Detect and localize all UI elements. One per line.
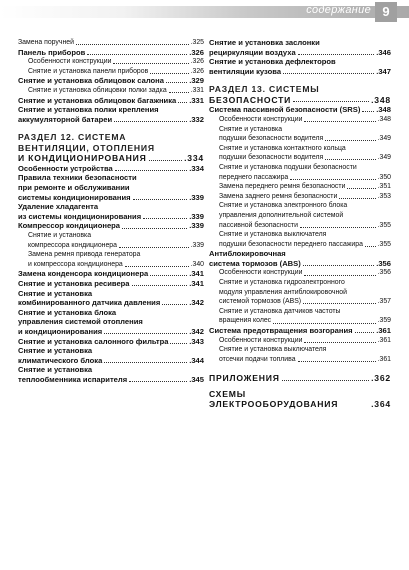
toc-entry-line: Снятие и установка гидроэлектронного [219,279,345,287]
toc-entry-line: Снятие и установка выключателя [219,346,327,354]
section-heading: ПРИЛОЖЕНИЯ .362 [209,373,391,384]
toc-entry: вращения колес .359 [219,317,391,325]
toc-entry: отсечки подачи топлива .361 [219,355,391,363]
toc-entry-line: Снятие и установка [18,365,93,375]
toc-entry-line: Снятие и установка контактного кольца [219,144,346,152]
toc-entry-line: Снятие и установка полки крепления [18,105,159,115]
toc-entry: и компрессора кондиционера .340 [28,260,204,268]
toc-entry-line: Правила техники безопасности [18,173,137,183]
toc-entry-line: Снятие и установка блока [18,307,117,317]
toc-entry: пассивной безопасности .355 [219,221,391,229]
toc-entry: теплообменника испарителя .345 [18,374,204,384]
toc-entry: Снятие и установка ресивера .341 [18,278,204,288]
toc-entry-line: Снятие и установка выключателя [219,231,327,239]
toc-entry-line: Удаление хладагента [18,202,99,212]
toc-entry: Замена поручней .325 [18,39,204,46]
toc-entry: вентиляции кузова .347 [209,66,391,76]
toc-entry: система тормозов (ABS) .356 [209,258,391,268]
toc-entry: системой тормозов (ABS) .357 [219,298,391,306]
toc-entry: рециркуляции воздуха .346 [209,47,391,57]
toc-entry-line: управления системой отопления [18,317,143,327]
toc-entry: компрессора кондиционера .339 [28,241,204,249]
toc-entry-line: при ремонте и обслуживании [18,183,130,193]
toc-entry-line: Снятие и установка дефлекторов [209,57,336,67]
toc-entry: Особенности конструкции .326 [28,58,204,66]
toc-entry: Особенности конструкции .348 [219,115,391,123]
toc-left-column [18,38,204,385]
section-heading: РАЗДЕЛ 12. СИСТЕМА [18,132,127,143]
toc-entry: Снятие и установка панели приборов .326 [28,67,204,75]
page-header [0,0,409,24]
toc-entry: Снятие и установка облицовок багажника .331 [18,95,204,105]
toc-entry-line: Замена ремня привода генератора [28,251,141,259]
toc-entry: Компрессор кондиционера .339 [18,221,204,231]
toc-entry: Замена заднего ремня безопасности .353 [219,192,391,200]
toc-entry-line: Снятие и установка подушки безопасности [219,163,357,171]
section-heading: И КОНДИЦИОНИРОВАНИЯ .334 [18,153,204,164]
toc-entry-line: Антиблокировочная [209,249,286,259]
page-number: 9 [375,2,397,22]
toc-entry: климатического блока .344 [18,355,204,365]
toc-entry: подушки безопасности переднего пассажира .355 [219,240,391,248]
toc-entry: подушки безопасности водителя .349 [219,135,391,143]
toc-entry: Снятие и установка салонного фильтра .343 [18,336,204,346]
toc-entry: Особенности устройства .334 [18,163,204,173]
toc-entry-line: Снятие и установка датчиков частоты [219,307,341,315]
toc-entry: системы кондиционирования .339 [18,192,204,202]
toc-entry-line: управления дополнительной системой [219,211,344,219]
toc-entry: подушки безопасности водителя .349 [219,154,391,162]
section-heading: СХЕМЫ ЭЛЕКТРООБОРУДОВАНИЯ .364 [209,388,391,410]
toc-entry: Особенности конструкции .361 [219,336,391,344]
toc-entry: аккумуляторной батареи .332 [18,114,204,124]
toc-entry: Замена переднего ремня безопасности .351 [219,183,391,191]
header-title: содержание [306,4,371,16]
toc-entry: Система пассивной безопасности (SRS) .348 [209,105,391,115]
toc-entry: Замена конденсора кондиционера .341 [18,269,204,279]
toc-right-column [209,38,391,410]
section-heading: ВЕНТИЛЯЦИИ, ОТОПЛЕНИЯ [18,142,155,153]
toc-entry: Снятие и установка облицовки полки задка .331 [28,86,204,94]
toc-entry-line: модуля управления антиблокировочной [219,288,347,296]
section-heading: РАЗДЕЛ 13. СИСТЕМЫ [209,84,320,95]
toc-entry-line: Снятие и установка [18,346,93,356]
toc-entry: и кондиционирования .342 [18,326,204,336]
toc-entry: Особенности конструкции .356 [219,269,391,277]
toc-entry-line: Снятие и установка электронного блока [219,202,348,210]
toc-entry-line: Снятие и установка [18,288,93,298]
toc-entry: переднего пассажира .350 [219,173,391,181]
toc-entry: Система предотвращения возгорания .361 [209,326,391,336]
toc-entry: Панель приборов .326 [18,47,204,57]
toc-entry-line: Снятие и установка заслонки [209,38,320,47]
toc-entry: комбинированного датчика давления .342 [18,298,204,308]
toc-entry: Снятие и установка облицовок салона .329 [18,76,204,86]
toc-entry: из системы кондиционирования .339 [18,211,204,221]
toc-entry-line: Снятие и установка [28,232,92,239]
section-heading: БЕЗОПАСНОСТИ .348 [209,94,391,105]
toc-entry-line: Снятие и установка [219,125,283,133]
